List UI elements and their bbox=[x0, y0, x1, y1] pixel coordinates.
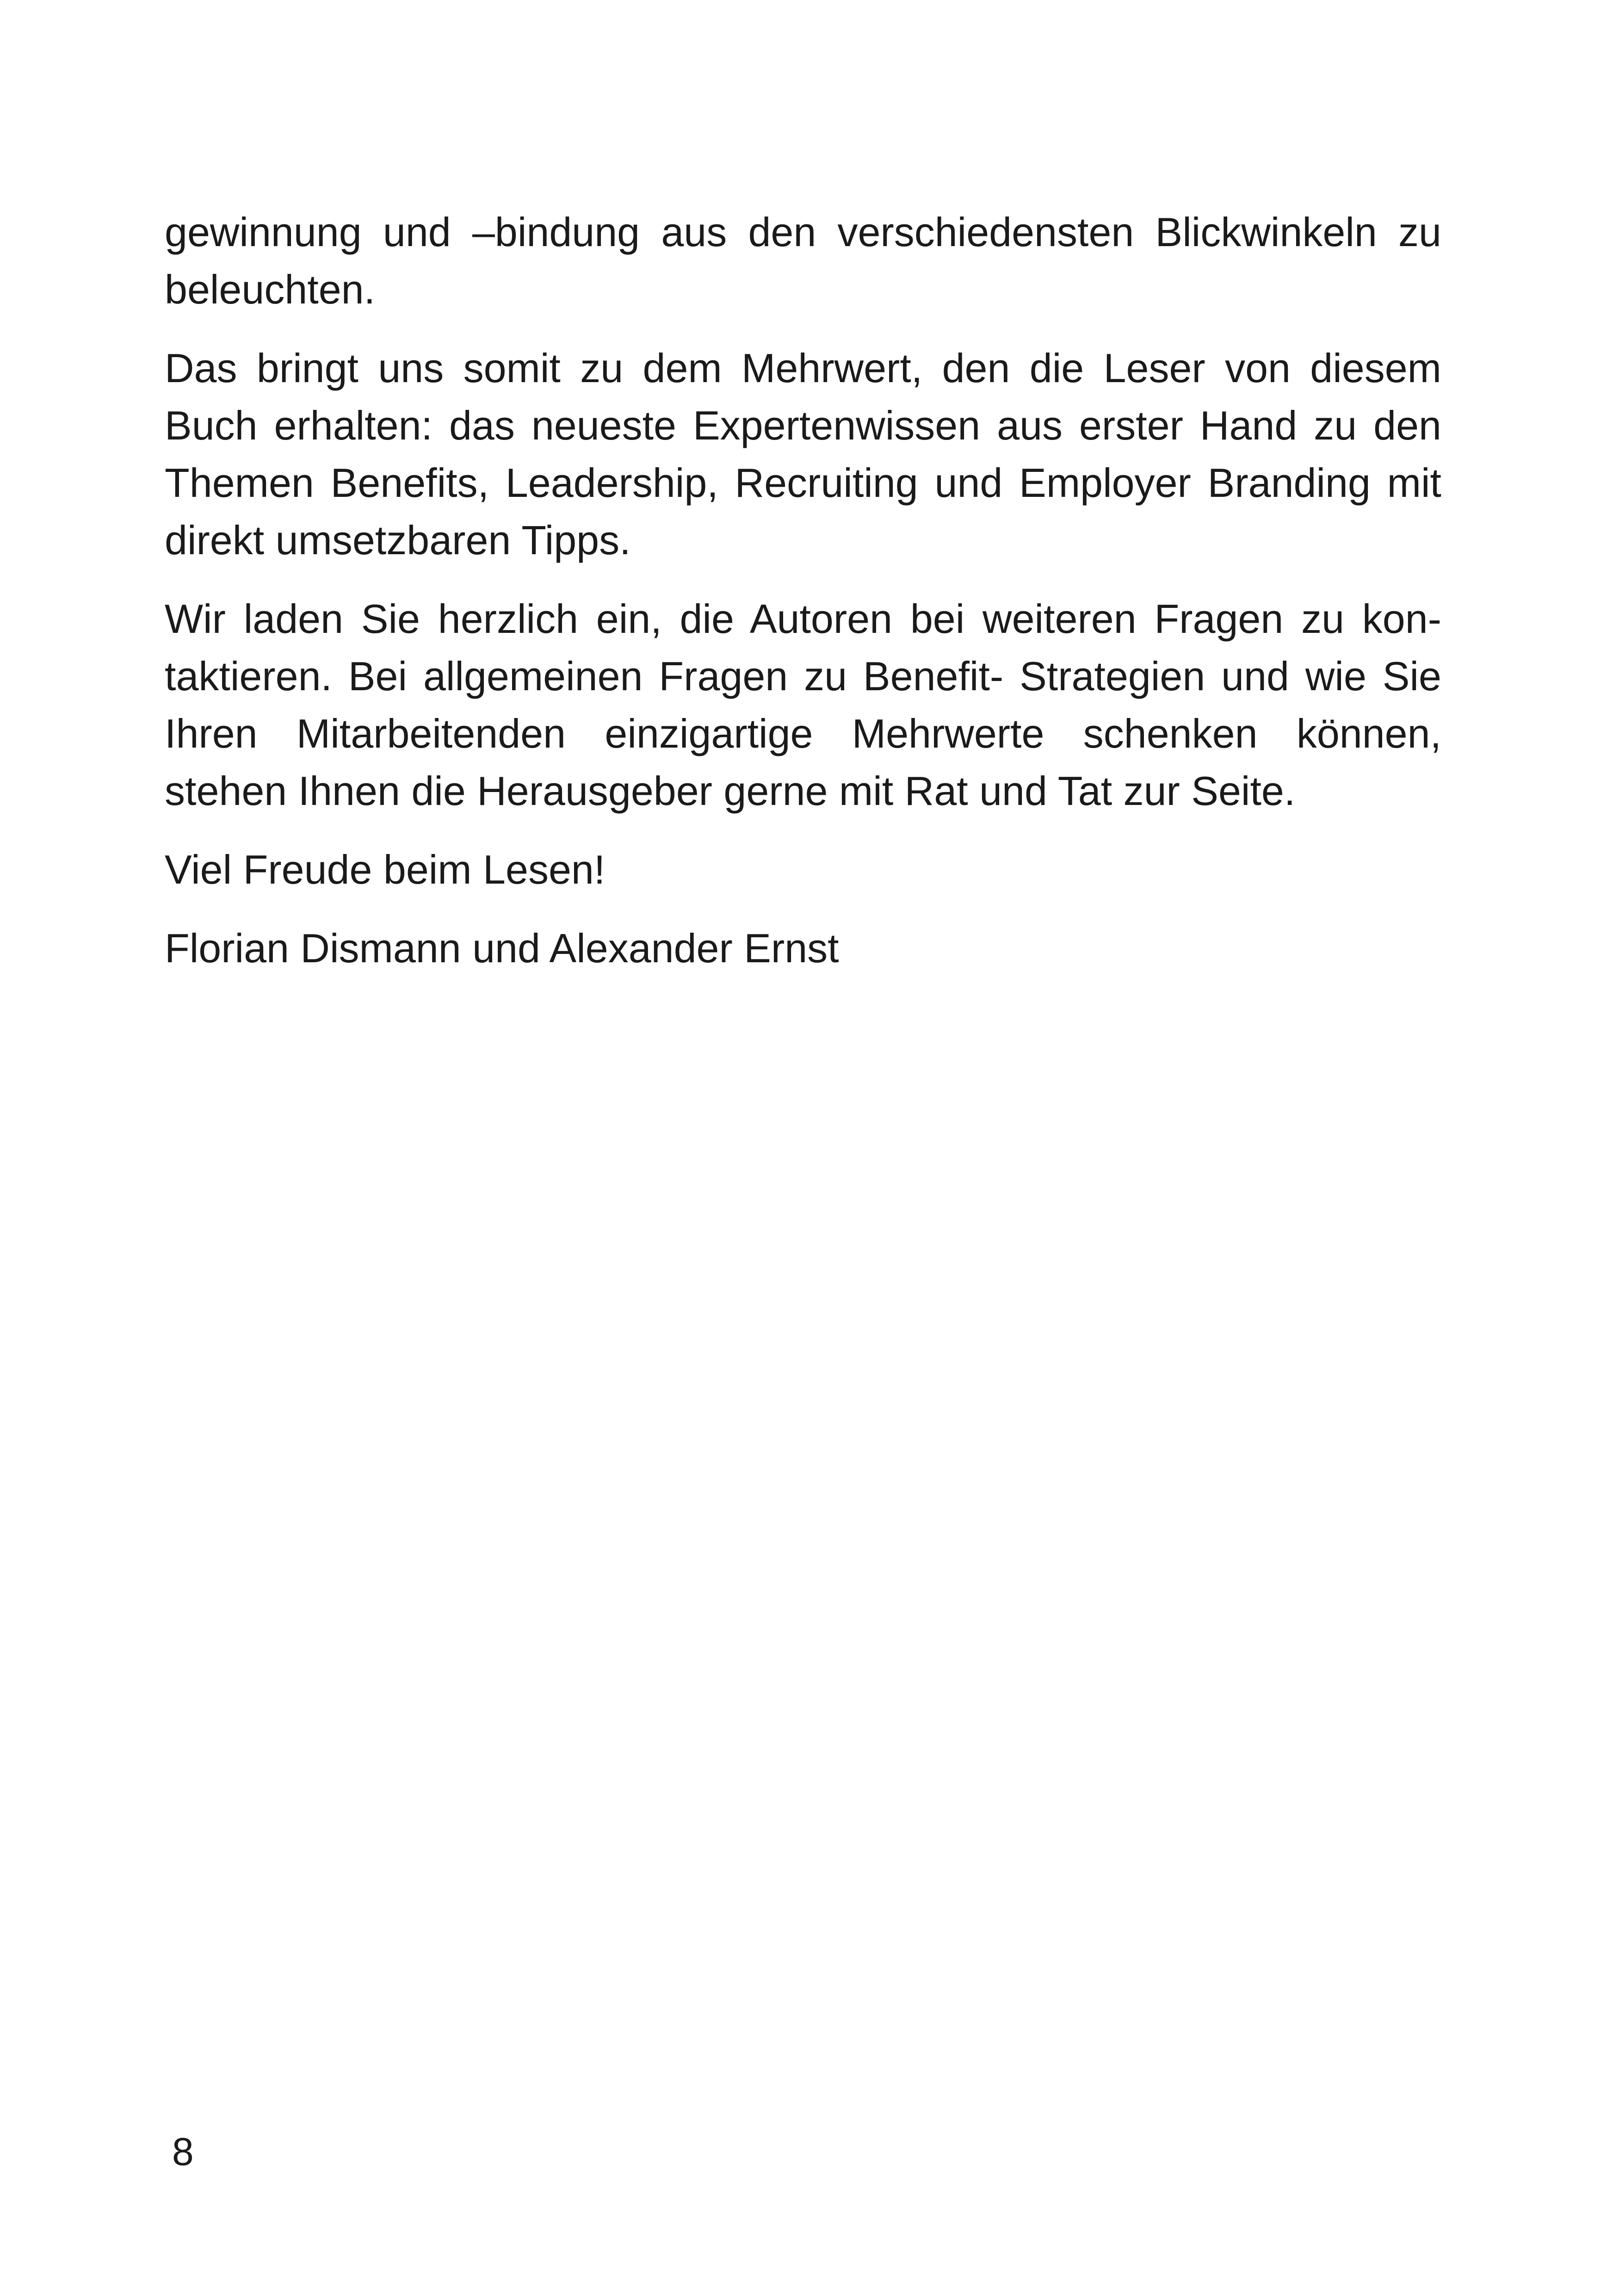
text-line: beleuchten. bbox=[165, 266, 376, 312]
text-line: Buch erhalten: das neueste Expertenwissen aus erster Hand zu den bbox=[165, 402, 1441, 448]
closing-line bbox=[165, 841, 1441, 898]
paragraph bbox=[165, 590, 1441, 820]
paragraph bbox=[165, 204, 1441, 318]
text-line: taktieren. Bei allgemeinen Fragen zu Benefit- Strategien und wie Sie bbox=[165, 653, 1441, 699]
text-line: direkt umsetzbaren Tipps. bbox=[165, 517, 631, 563]
text-line: Ihren Mitarbeitenden einzigartige Mehrwerte schenken können, bbox=[165, 711, 1441, 756]
signature-line bbox=[165, 920, 1441, 977]
text-line: Florian Dismann und Alexander Ernst bbox=[165, 925, 839, 971]
text-line: Themen Benefits, Leadership, Recruiting und Employer Branding mit bbox=[165, 460, 1441, 506]
paragraph bbox=[165, 340, 1441, 569]
text-line: Wir laden Sie herzlich ein, die Autoren bei weiteren Fragen zu kon- bbox=[165, 596, 1441, 642]
text-line: stehen Ihnen die Herausgeber gerne mit Rat und Tat zur Seite. bbox=[165, 768, 1296, 814]
text-line: gewinnung und –bindung aus den verschiedensten Blickwinkeln zu bbox=[165, 209, 1441, 255]
page-number: 8 bbox=[172, 2130, 194, 2173]
text-line: Viel Freude beim Lesen! bbox=[165, 847, 606, 892]
body-text bbox=[165, 204, 1441, 977]
text-line: Das bringt uns somit zu dem Mehrwert, den die Leser von diesem bbox=[165, 345, 1441, 391]
